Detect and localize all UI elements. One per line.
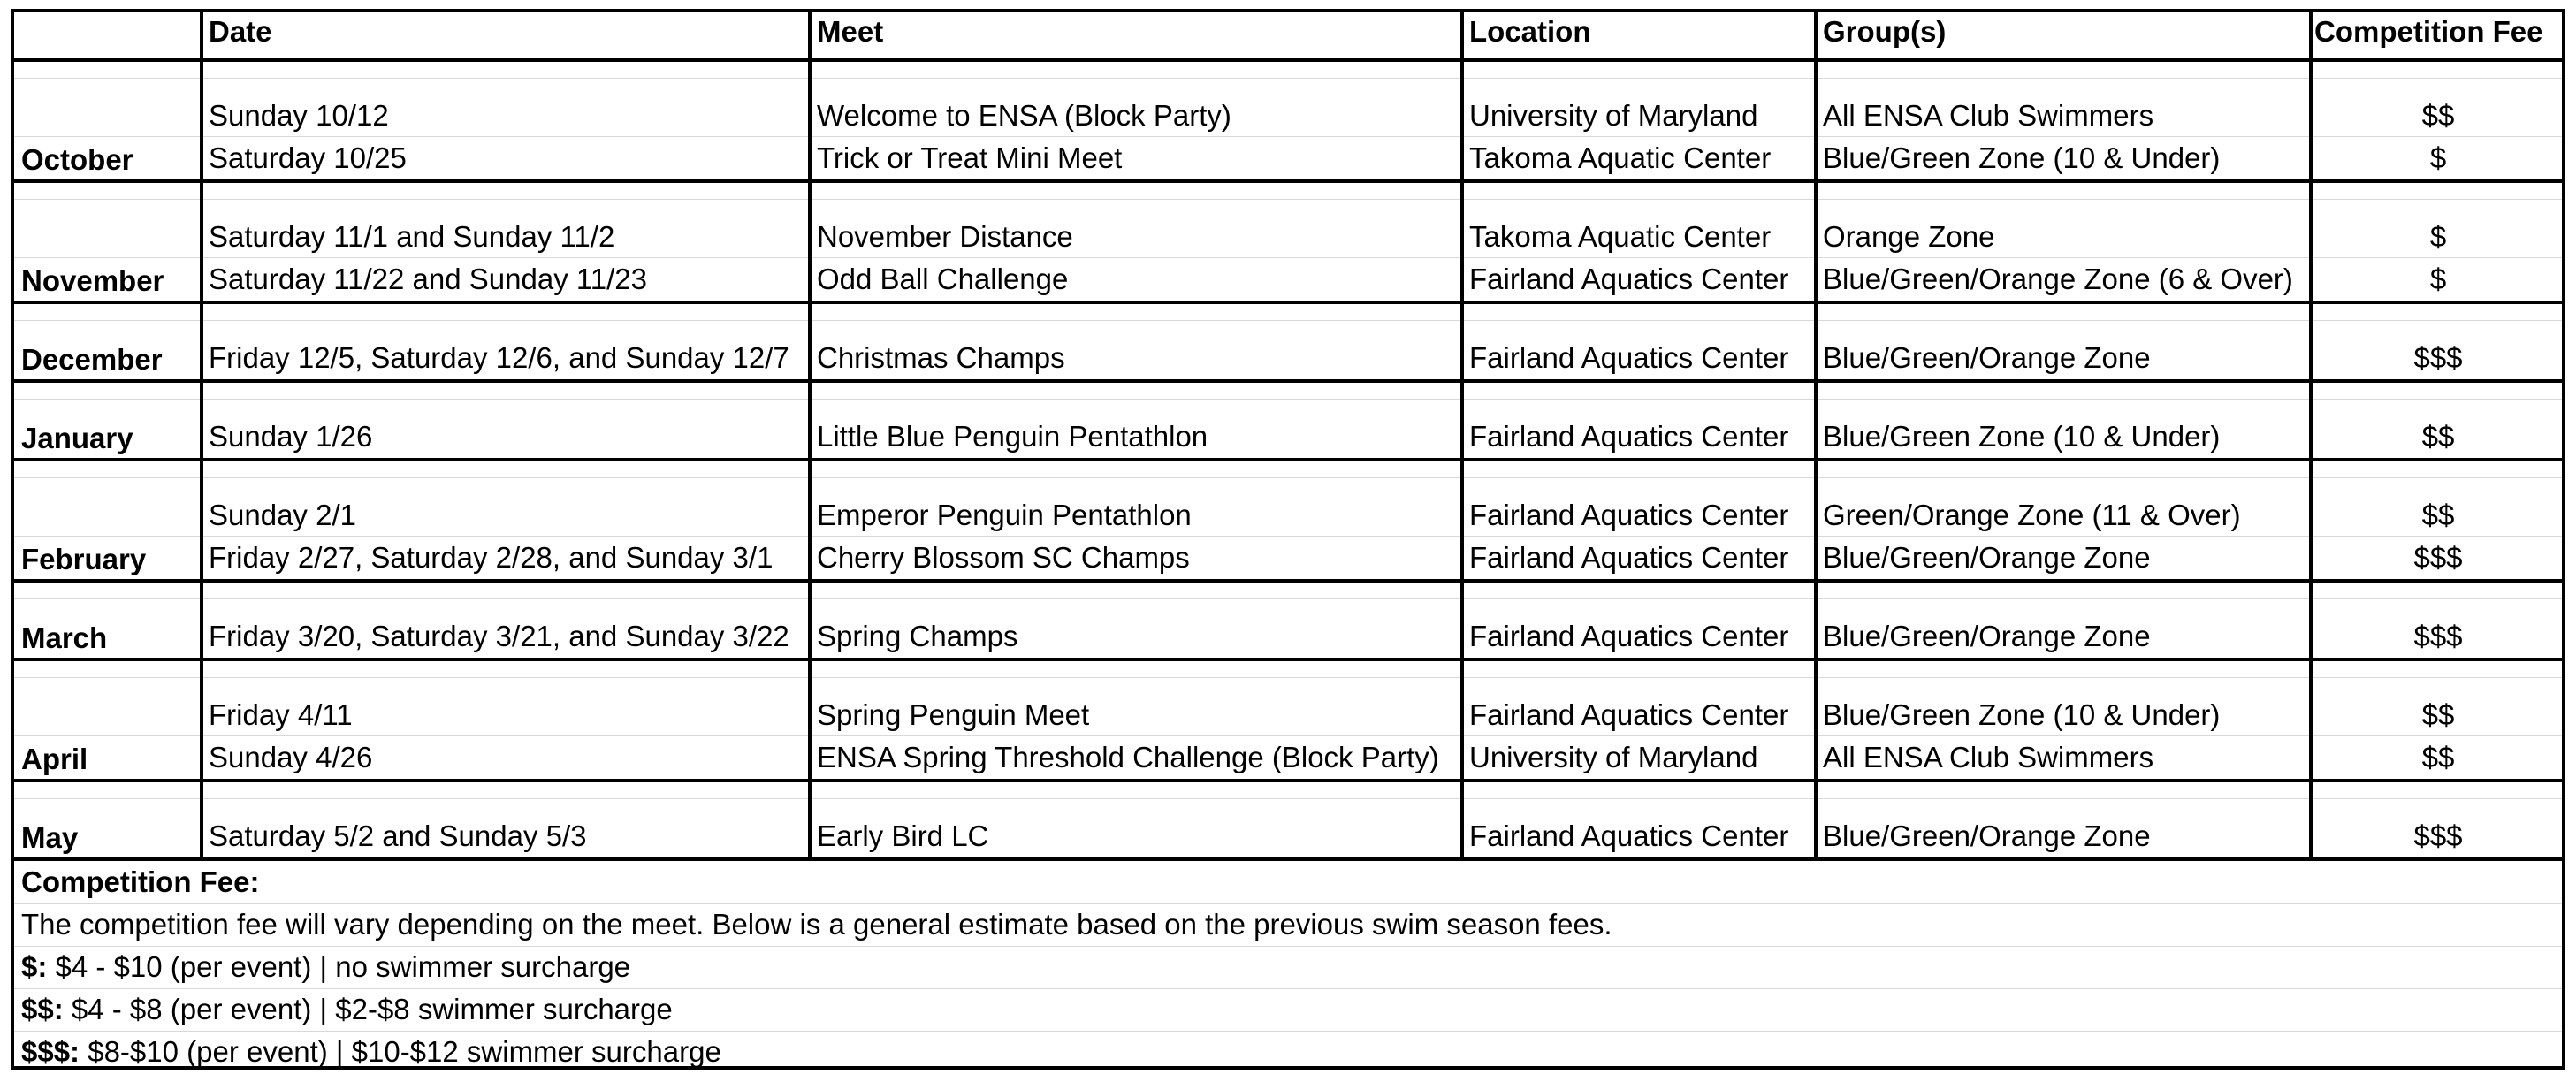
- table-cell-date: Sunday 2/1: [209, 499, 356, 531]
- table-cell-meet: Trick or Treat Mini Meet: [817, 141, 1123, 174]
- column-header: Competition Fee: [2314, 15, 2543, 48]
- row-line: [14, 257, 2562, 258]
- month-label: December: [21, 343, 163, 376]
- fee-tier-text: $8-$10 (per event) | $10-$12 swimmer surcharge: [80, 1035, 721, 1068]
- table-cell-meet: Spring Champs: [817, 620, 1018, 652]
- table-cell-location: Takoma Aquatic Center: [1469, 220, 1772, 253]
- month-label: February: [21, 543, 147, 575]
- fee-tier-symbol: $$:: [21, 993, 64, 1025]
- spacer-row-line: [14, 798, 2562, 799]
- table-cell-location: University of Maryland: [1469, 99, 1758, 132]
- notes-line: [14, 1031, 2562, 1032]
- group-divider: [14, 379, 2562, 383]
- table-cell-fee: $$$: [2413, 341, 2463, 374]
- header-divider: [14, 58, 2562, 62]
- table-cell-groups: Blue/Green Zone (10 & Under): [1823, 141, 2221, 174]
- competition-schedule-table: [11, 9, 2565, 1070]
- fee-tier-symbol: $$$:: [21, 1035, 80, 1068]
- table-cell-date: Friday 4/11: [209, 698, 353, 731]
- table-cell-location: Takoma Aquatic Center: [1469, 141, 1772, 174]
- table-cell-meet: Early Bird LC: [817, 819, 989, 852]
- spacer-row-line: [14, 199, 2562, 200]
- spacer-row-line: [14, 477, 2562, 478]
- table-cell-groups: Blue/Green/Orange Zone: [1823, 341, 2151, 374]
- row-line: [14, 735, 2562, 736]
- column-header: Group(s): [1823, 15, 1947, 48]
- table-cell-date: Sunday 10/12: [209, 99, 389, 132]
- table-cell-fee: $$: [2421, 698, 2455, 731]
- month-label: April: [21, 743, 88, 775]
- table-cell-groups: Blue/Green/Orange Zone: [1823, 620, 2151, 652]
- table-cell-meet: Cherry Blossom SC Champs: [817, 541, 1190, 574]
- notes-line: [14, 946, 2562, 947]
- column-divider: [2309, 12, 2313, 857]
- fee-tier-symbol: $:: [21, 950, 48, 983]
- table-cell-location: Fairland Aquatics Center: [1469, 620, 1789, 652]
- group-divider: [14, 579, 2562, 583]
- row-line: [14, 136, 2562, 137]
- table-cell-date: Saturday 11/1 and Sunday 11/2: [209, 220, 615, 253]
- table-cell-meet: Little Blue Penguin Pentathlon: [817, 420, 1208, 453]
- notes-intro: The competition fee will vary depending on the meet. Below is a general estimate based on the previous swim season fees.: [21, 908, 1612, 941]
- table-cell-fee: $$: [2421, 499, 2455, 531]
- spacer-row-line: [14, 677, 2562, 678]
- month-label: October: [21, 143, 133, 176]
- table-cell-fee: $: [2429, 263, 2447, 295]
- table-cell-meet: Spring Penguin Meet: [817, 698, 1090, 731]
- table-cell-groups: Blue/Green/Orange Zone: [1823, 819, 2151, 852]
- table-cell-location: Fairland Aquatics Center: [1469, 420, 1789, 453]
- table-cell-location: Fairland Aquatics Center: [1469, 263, 1789, 295]
- month-label: March: [21, 621, 108, 654]
- group-divider: [14, 658, 2562, 661]
- table-cell-location: Fairland Aquatics Center: [1469, 541, 1789, 574]
- table-cell-groups: All ENSA Club Swimmers: [1823, 741, 2154, 773]
- spacer-row-line: [14, 598, 2562, 599]
- table-cell-groups: Blue/Green Zone (10 & Under): [1823, 420, 2221, 453]
- table-cell-meet: ENSA Spring Threshold Challenge (Block Party): [817, 741, 1439, 773]
- table-cell-groups: All ENSA Club Swimmers: [1823, 99, 2154, 132]
- table-cell-fee: $$$: [2413, 541, 2463, 574]
- table-cell-date: Friday 2/27, Saturday 2/28, and Sunday 3/1: [209, 541, 774, 574]
- table-cell-date: Sunday 4/26: [209, 741, 373, 773]
- table-cell-fee: $: [2429, 220, 2447, 253]
- table-cell-fee: $$$: [2413, 819, 2463, 852]
- table-cell-fee: $$: [2421, 741, 2455, 773]
- column-header: Location: [1469, 15, 1591, 48]
- table-cell-date: Friday 3/20, Saturday 3/21, and Sunday 3/22: [209, 620, 789, 652]
- row-line: [14, 536, 2562, 537]
- column-divider: [1460, 12, 1464, 857]
- fee-tier-row: [21, 949, 630, 985]
- fee-tier-text: $4 - $10 (per event) | no swimmer surcharge: [47, 950, 631, 983]
- table-cell-fee: $$: [2421, 99, 2455, 132]
- table-cell-fee: $: [2429, 141, 2447, 174]
- group-divider: [14, 779, 2562, 782]
- table-cell-groups: Blue/Green/Orange Zone (6 & Over): [1823, 263, 2293, 295]
- notes-line: [14, 903, 2562, 904]
- table-cell-location: Fairland Aquatics Center: [1469, 499, 1789, 531]
- fee-tier-row: [21, 992, 673, 1027]
- spacer-row-line: [14, 320, 2562, 321]
- table-cell-meet: Emperor Penguin Pentathlon: [817, 499, 1192, 531]
- table-cell-groups: Green/Orange Zone (11 & Over): [1823, 499, 2241, 531]
- table-cell-fee: $$: [2421, 420, 2455, 453]
- month-label: January: [21, 422, 133, 454]
- notes-title: Competition Fee:: [21, 865, 260, 898]
- group-divider: [14, 458, 2562, 461]
- table-cell-groups: Blue/Green Zone (10 & Under): [1823, 698, 2221, 731]
- column-header: Meet: [817, 15, 884, 48]
- table-cell-meet: November Distance: [817, 220, 1073, 253]
- notes-line: [14, 988, 2562, 989]
- table-cell-date: Saturday 10/25: [209, 141, 407, 174]
- table-cell-meet: Odd Ball Challenge: [817, 263, 1069, 295]
- spacer-row-line: [14, 78, 2562, 79]
- month-label: May: [21, 821, 79, 854]
- table-cell-date: Friday 12/5, Saturday 12/6, and Sunday 12/7: [209, 341, 789, 374]
- table-cell-date: Saturday 11/22 and Sunday 11/23: [209, 263, 647, 295]
- group-divider: [14, 857, 2562, 861]
- table-cell-meet: Christmas Champs: [817, 341, 1065, 374]
- table-cell-meet: Welcome to ENSA (Block Party): [817, 99, 1231, 132]
- table-cell-date: Saturday 5/2 and Sunday 5/3: [209, 819, 587, 852]
- table-cell-fee: $$$: [2413, 620, 2463, 652]
- table-cell-location: Fairland Aquatics Center: [1469, 698, 1789, 731]
- table-cell-location: University of Maryland: [1469, 741, 1758, 773]
- column-divider: [808, 12, 812, 857]
- month-label: November: [21, 264, 164, 297]
- table-cell-date: Sunday 1/26: [209, 420, 373, 453]
- table-cell-groups: Orange Zone: [1823, 220, 1995, 253]
- column-header: Date: [209, 15, 272, 48]
- group-divider: [14, 301, 2562, 304]
- fee-tier-row: [21, 1034, 721, 1070]
- group-divider: [14, 179, 2562, 183]
- spacer-row-line: [14, 399, 2562, 400]
- table-cell-location: Fairland Aquatics Center: [1469, 341, 1789, 374]
- table-cell-location: Fairland Aquatics Center: [1469, 819, 1789, 852]
- column-divider: [200, 12, 203, 857]
- table-cell-groups: Blue/Green/Orange Zone: [1823, 541, 2151, 574]
- fee-tier-text: $4 - $8 (per event) | $2-$8 swimmer surcharge: [63, 993, 673, 1025]
- column-divider: [1814, 12, 1818, 857]
